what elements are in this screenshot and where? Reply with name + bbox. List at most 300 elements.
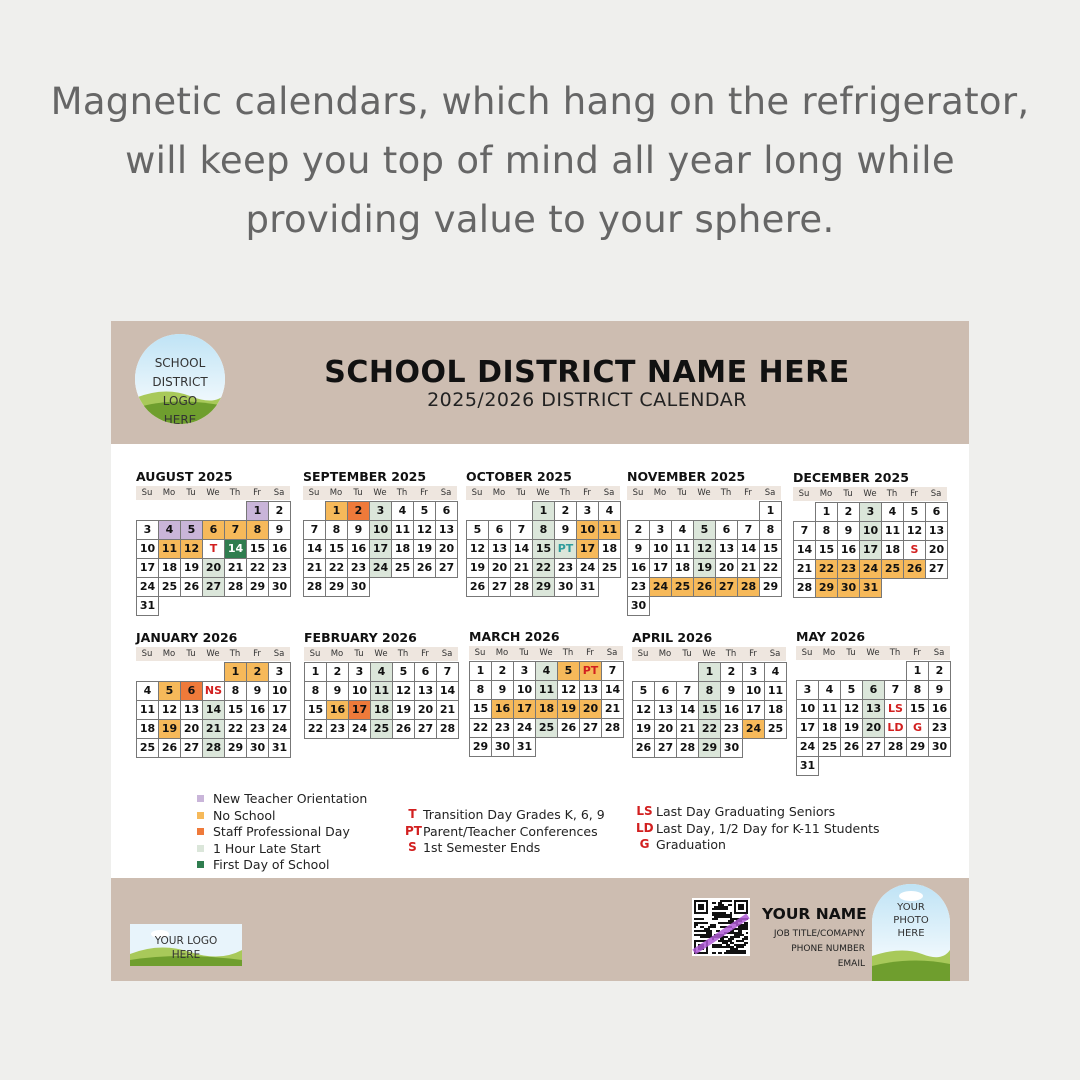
- weekday-header: We: [862, 646, 884, 660]
- weekday-header: We: [370, 647, 392, 661]
- calendar-day: 17: [742, 700, 765, 720]
- calendar-day: 10: [742, 681, 765, 701]
- calendar-day: 17: [513, 699, 536, 719]
- calendar-day: 30: [627, 596, 650, 616]
- calendar-day: 22: [759, 558, 782, 578]
- calendar-day: 21: [303, 558, 326, 578]
- calendar-day: 17: [649, 558, 672, 578]
- calendar-day: 16: [246, 700, 269, 720]
- calendar-day: 4: [764, 662, 787, 682]
- district-name: SCHOOL DISTRICT NAME HERE: [324, 355, 850, 390]
- calendar-day: 3: [859, 502, 882, 522]
- calendar-day: 31: [268, 738, 291, 758]
- calendar-day: 11: [818, 699, 841, 719]
- calendar-day: 22: [224, 719, 247, 739]
- calendar-day: 20: [579, 699, 602, 719]
- weekday-header: Tu: [348, 647, 370, 661]
- legend-code: T: [408, 807, 417, 821]
- weekday-header: Tu: [513, 646, 535, 660]
- calendar-day: 28: [224, 577, 247, 597]
- legend-label: Staff Professional Day: [213, 824, 350, 839]
- calendar-day: 15: [815, 540, 838, 560]
- weekday-header: We: [202, 486, 224, 500]
- weekday-header: We: [698, 647, 720, 661]
- weekday-header: Mo: [325, 486, 347, 500]
- calendar-day: 26: [840, 737, 863, 757]
- legend-code: LS: [636, 804, 653, 818]
- weekday-header: Th: [224, 486, 246, 500]
- calendar-day: 10: [369, 520, 392, 540]
- calendar-day: 1: [224, 662, 247, 682]
- calendar-day: 21: [202, 719, 225, 739]
- weekday-header: Mo: [158, 486, 180, 500]
- calendar-day: 14: [510, 539, 533, 559]
- weekday-header: Fr: [413, 486, 435, 500]
- calendar-day: 29: [325, 577, 348, 597]
- month-title: AUGUST 2025: [136, 469, 233, 484]
- month-title: MARCH 2026: [469, 629, 560, 644]
- calendar-day: 12: [903, 521, 926, 541]
- calendar-day: 13: [414, 681, 437, 701]
- calendar-day: 5: [557, 661, 580, 681]
- weekday-header: Sa: [601, 646, 623, 660]
- weekday-header: Sa: [268, 647, 290, 661]
- calendar-day: 23: [268, 558, 291, 578]
- calendar-day: 19: [158, 719, 181, 739]
- weekday-header: Su: [136, 486, 158, 500]
- weekday-header: We: [535, 646, 557, 660]
- calendar-day: 1: [698, 662, 721, 682]
- calendar-day: 25: [535, 718, 558, 738]
- calendar-day: 2: [491, 661, 514, 681]
- calendar-day: 12: [840, 699, 863, 719]
- calendar-day: 29: [906, 737, 929, 757]
- calendar-day: 29: [246, 577, 269, 597]
- weekday-header: Tu: [180, 486, 202, 500]
- calendar-day: 9: [837, 521, 860, 541]
- weekday-header: Sa: [435, 486, 457, 500]
- calendar-day: 18: [764, 700, 787, 720]
- calendar-day: 18: [535, 699, 558, 719]
- calendar-footer: [111, 878, 969, 981]
- calendar-day: 14: [737, 539, 760, 559]
- weekday-header: Tu: [676, 647, 698, 661]
- calendar-day: 24: [649, 577, 672, 597]
- calendar-day: 16: [720, 700, 743, 720]
- calendar-day: 29: [532, 577, 555, 597]
- calendar-day: 15: [325, 539, 348, 559]
- calendar-day: T: [202, 539, 225, 559]
- calendar-day: 1: [469, 661, 492, 681]
- agent-photo-text: YOUR PHOTO HERE: [893, 902, 929, 939]
- calendar-day: 20: [715, 558, 738, 578]
- weekday-header: Tu: [671, 486, 693, 500]
- calendar-day: 22: [246, 558, 269, 578]
- calendar-day: 14: [224, 539, 247, 559]
- calendar-day: 15: [304, 700, 327, 720]
- calendar-day: 21: [510, 558, 533, 578]
- legend-label: 1st Semester Ends: [423, 840, 541, 855]
- calendar-day: 8: [304, 681, 327, 701]
- weekday-header: Th: [720, 647, 742, 661]
- calendar-day: 29: [759, 577, 782, 597]
- legend-label: New Teacher Orientation: [213, 791, 368, 806]
- calendar-day: 17: [369, 539, 392, 559]
- calendar-day: 3: [348, 662, 371, 682]
- weekday-header: Mo: [818, 646, 840, 660]
- calendar-day: 9: [720, 681, 743, 701]
- calendar-day: LD: [884, 718, 907, 738]
- calendar-day: 11: [764, 681, 787, 701]
- calendar-day: 10: [859, 521, 882, 541]
- calendar-day: 14: [601, 680, 624, 700]
- qr-code[interactable]: [692, 898, 750, 956]
- calendar-day: 5: [413, 501, 436, 521]
- calendar-day: 3: [796, 680, 819, 700]
- calendar-day: 28: [303, 577, 326, 597]
- calendar-day: 14: [793, 540, 816, 560]
- agent-email: EMAIL: [837, 959, 865, 969]
- calendar-day: 6: [654, 681, 677, 701]
- weekday-header: Th: [715, 486, 737, 500]
- calendar-day: 13: [180, 700, 203, 720]
- calendar-day: 9: [928, 680, 951, 700]
- calendar-day: 19: [180, 558, 203, 578]
- calendar-day: 22: [815, 559, 838, 579]
- calendar-day: 25: [598, 558, 621, 578]
- qr-code-icon: [692, 898, 750, 956]
- your-logo-placeholder: [130, 924, 242, 966]
- calendar-day: 6: [414, 662, 437, 682]
- calendar-day: 15: [224, 700, 247, 720]
- legend-code: LD: [636, 820, 654, 835]
- calendar-day: 27: [715, 577, 738, 597]
- calendar-day: 26: [158, 738, 181, 758]
- calendar-day: 11: [391, 520, 414, 540]
- calendar-card: [111, 321, 969, 981]
- calendar-day: 16: [627, 558, 650, 578]
- calendar-day: 7: [510, 520, 533, 540]
- calendar-day: 3: [136, 520, 159, 540]
- calendar-day: 4: [881, 502, 904, 522]
- calendar-day: 10: [796, 699, 819, 719]
- calendar-day: 5: [180, 520, 203, 540]
- legend-label: No School: [213, 807, 276, 823]
- weekday-header: Mo: [815, 487, 837, 501]
- weekday-header: We: [532, 486, 554, 500]
- weekday-header: Su: [303, 486, 325, 500]
- month-title: OCTOBER 2025: [466, 469, 572, 484]
- calendar-day: 6: [715, 520, 738, 540]
- calendar-day: 16: [268, 539, 291, 559]
- calendar-day: 7: [601, 661, 624, 681]
- calendar-day: 30: [554, 577, 577, 597]
- calendar-day: 21: [601, 699, 624, 719]
- calendar-day: 22: [532, 558, 555, 578]
- calendar-day: 26: [693, 577, 716, 597]
- calendar-day: 15: [906, 699, 929, 719]
- calendar-day: 11: [598, 520, 621, 540]
- calendar-day: 30: [268, 577, 291, 597]
- calendar-day: 29: [224, 738, 247, 758]
- legend-label: First Day of School: [213, 857, 330, 872]
- calendar-day: 27: [414, 719, 437, 739]
- weekday-header: We: [369, 486, 391, 500]
- calendar-day: 24: [369, 558, 392, 578]
- calendar-day: 3: [513, 661, 536, 681]
- calendar-day: 5: [632, 681, 655, 701]
- calendar-day: 8: [815, 521, 838, 541]
- calendar-day: 19: [392, 700, 415, 720]
- calendar-day: 26: [180, 577, 203, 597]
- calendar-day: LS: [884, 699, 907, 719]
- weekday-header: Tu: [180, 647, 202, 661]
- headline-line: Magnetic calendars, which hang on the refrigerator,: [50, 80, 1030, 123]
- calendar-day: 13: [488, 539, 511, 559]
- calendar-day: 14: [303, 539, 326, 559]
- calendar-day: S: [903, 540, 926, 560]
- calendar-day: 12: [392, 681, 415, 701]
- calendar-day: 2: [347, 501, 370, 521]
- calendar-day: 19: [466, 558, 489, 578]
- calendar-day: 8: [532, 520, 555, 540]
- calendar-day: 30: [347, 577, 370, 597]
- calendar-day: 18: [598, 539, 621, 559]
- calendar-day: 28: [676, 738, 699, 758]
- calendar-day: 26: [392, 719, 415, 739]
- calendar-day: 16: [837, 540, 860, 560]
- calendar-day: 5: [158, 681, 181, 701]
- legend-swatch: [197, 845, 204, 852]
- weekday-header: Mo: [654, 647, 676, 661]
- weekday-header: We: [859, 487, 881, 501]
- weekday-header: Tu: [510, 486, 532, 500]
- calendar-day: 24: [268, 719, 291, 739]
- calendar-day: 10: [268, 681, 291, 701]
- calendar-day: 28: [436, 719, 459, 739]
- legend-label: Parent/Teacher Conferences: [423, 823, 598, 839]
- calendar-day: 20: [414, 700, 437, 720]
- calendar-day: 10: [513, 680, 536, 700]
- calendar-day: 27: [488, 577, 511, 597]
- calendar-day: 6: [862, 680, 885, 700]
- calendar-day: 17: [348, 700, 371, 720]
- calendar-day: 5: [903, 502, 926, 522]
- calendar-day: 28: [737, 577, 760, 597]
- weekday-header: Fr: [579, 646, 601, 660]
- calendar-day: 9: [491, 680, 514, 700]
- calendar-day: 19: [413, 539, 436, 559]
- weekday-header: Sa: [268, 486, 290, 500]
- headline: [0, 72, 1080, 249]
- calendar-day: 24: [576, 558, 599, 578]
- calendar-day: 4: [671, 520, 694, 540]
- legend-swatch: [197, 828, 204, 835]
- calendar-day: 19: [632, 719, 655, 739]
- calendar-day: 17: [576, 539, 599, 559]
- calendar-day: 21: [224, 558, 247, 578]
- calendar-day: 6: [435, 501, 458, 521]
- calendar-day: NS: [202, 681, 225, 701]
- calendar-day: 12: [557, 680, 580, 700]
- calendar-day: 31: [796, 756, 819, 776]
- weekday-header: Tu: [840, 646, 862, 660]
- calendar-day: G: [906, 718, 929, 738]
- calendar-day: 23: [326, 719, 349, 739]
- calendar-day: 29: [815, 578, 838, 598]
- calendar-day: 19: [840, 718, 863, 738]
- calendar-day: 17: [268, 700, 291, 720]
- weekday-header: Fr: [903, 487, 925, 501]
- legend-swatch: [197, 812, 204, 819]
- legend-label: 1 Hour Late Start: [213, 840, 321, 856]
- calendar-header: [111, 321, 969, 444]
- calendar-day: 18: [818, 718, 841, 738]
- weekday-header: Th: [554, 486, 576, 500]
- legend-code: G: [639, 837, 650, 851]
- calendar-day: 7: [737, 520, 760, 540]
- headline-line: will keep you top of mind all year long while: [125, 139, 955, 182]
- weekday-header: Sa: [436, 647, 458, 661]
- calendar-day: 19: [557, 699, 580, 719]
- calendar-day: 3: [576, 501, 599, 521]
- calendar-day: 7: [884, 680, 907, 700]
- calendar-day: 28: [884, 737, 907, 757]
- calendar-day: 17: [136, 558, 159, 578]
- calendar-day: 5: [466, 520, 489, 540]
- calendar-day: 30: [928, 737, 951, 757]
- weekday-header: Sa: [764, 647, 786, 661]
- month-title: JANUARY 2026: [136, 630, 238, 645]
- calendar-day: 30: [246, 738, 269, 758]
- calendar-day: 16: [491, 699, 514, 719]
- calendar-day: 25: [136, 738, 159, 758]
- calendar-day: 21: [793, 559, 816, 579]
- calendar-day: 3: [649, 520, 672, 540]
- calendar-day: 6: [180, 681, 203, 701]
- calendar-day: 22: [698, 719, 721, 739]
- weekday-header: Th: [392, 647, 414, 661]
- calendar-day: 4: [818, 680, 841, 700]
- calendar-day: 2: [720, 662, 743, 682]
- weekday-header: Sa: [928, 646, 950, 660]
- calendar-day: 5: [840, 680, 863, 700]
- weekday-header: Mo: [491, 646, 513, 660]
- legend-swatch: [197, 861, 204, 868]
- agent-photo-placeholder: [872, 884, 950, 981]
- calendar-day: 11: [158, 539, 181, 559]
- calendar-day: 1: [246, 501, 269, 521]
- calendar-day: 15: [759, 539, 782, 559]
- calendar-day: 27: [862, 737, 885, 757]
- calendar-day: 8: [698, 681, 721, 701]
- calendar-day: 7: [436, 662, 459, 682]
- calendar-day: 24: [796, 737, 819, 757]
- calendar-day: 30: [720, 738, 743, 758]
- legend-label: Last Day Graduating Seniors: [656, 804, 836, 819]
- calendar-day: 21: [737, 558, 760, 578]
- calendar-day: 23: [554, 558, 577, 578]
- calendar-day: 4: [158, 520, 181, 540]
- calendar-day: 4: [391, 501, 414, 521]
- weekday-header: Th: [884, 646, 906, 660]
- calendar-day: 11: [136, 700, 159, 720]
- calendar-day: 24: [859, 559, 882, 579]
- calendar-day: 31: [513, 737, 536, 757]
- calendar-day: 8: [759, 520, 782, 540]
- weekday-header: Th: [557, 646, 579, 660]
- calendar-day: 25: [764, 719, 787, 739]
- calendar-day: 24: [136, 577, 159, 597]
- calendar-day: 4: [136, 681, 159, 701]
- calendar-day: 23: [720, 719, 743, 739]
- calendar-day: 15: [469, 699, 492, 719]
- calendar-day: 22: [304, 719, 327, 739]
- calendar-day: 30: [491, 737, 514, 757]
- weekday-header: Mo: [488, 486, 510, 500]
- month-title: MAY 2026: [796, 629, 866, 644]
- calendar-day: 13: [435, 520, 458, 540]
- weekday-header: Fr: [246, 486, 268, 500]
- calendar-day: 29: [469, 737, 492, 757]
- calendar-day: 9: [326, 681, 349, 701]
- calendar-day: 5: [392, 662, 415, 682]
- calendar-day: 18: [391, 539, 414, 559]
- calendar-day: 27: [180, 738, 203, 758]
- calendar-day: 26: [632, 738, 655, 758]
- weekday-header: Fr: [742, 647, 764, 661]
- calendar-day: 26: [466, 577, 489, 597]
- calendar-day: 18: [881, 540, 904, 560]
- calendar-day: 25: [818, 737, 841, 757]
- calendar-day: 11: [881, 521, 904, 541]
- calendar-day: 14: [676, 700, 699, 720]
- calendar-day: 10: [136, 539, 159, 559]
- weekday-header: Th: [881, 487, 903, 501]
- calendar-day: 13: [925, 521, 948, 541]
- weekday-header: Su: [796, 646, 818, 660]
- calendar-day: 11: [671, 539, 694, 559]
- calendar-day: 20: [180, 719, 203, 739]
- weekday-header: Tu: [347, 486, 369, 500]
- calendar-subtitle: 2025/2026 DISTRICT CALENDAR: [427, 389, 747, 411]
- calendar-day: 20: [202, 558, 225, 578]
- calendar-day: 8: [325, 520, 348, 540]
- weekday-header: Su: [466, 486, 488, 500]
- calendar-day: 8: [246, 520, 269, 540]
- calendar-day: 4: [535, 661, 558, 681]
- calendar-day: 31: [136, 596, 159, 616]
- legend-code: S: [408, 840, 417, 854]
- calendar-day: 21: [436, 700, 459, 720]
- month-title: NOVEMBER 2025: [627, 469, 746, 484]
- calendar-day: 2: [326, 662, 349, 682]
- calendar-day: 7: [303, 520, 326, 540]
- legend-label: Graduation: [656, 837, 726, 852]
- legend-label: Transition Day Grades K, 6, 9: [423, 807, 605, 822]
- calendar-day: 7: [224, 520, 247, 540]
- calendar-day: 31: [859, 578, 882, 598]
- calendar-day: 20: [862, 718, 885, 738]
- calendar-day: 18: [136, 719, 159, 739]
- legend-label: Last Day, 1/2 Day for K-11 Students: [656, 820, 880, 836]
- calendar-day: 24: [742, 719, 765, 739]
- calendar-day: 12: [632, 700, 655, 720]
- calendar-day: 25: [881, 559, 904, 579]
- calendar-day: 23: [491, 718, 514, 738]
- calendar-day: PT: [554, 539, 577, 559]
- month-title: FEBRUARY 2026: [304, 630, 417, 645]
